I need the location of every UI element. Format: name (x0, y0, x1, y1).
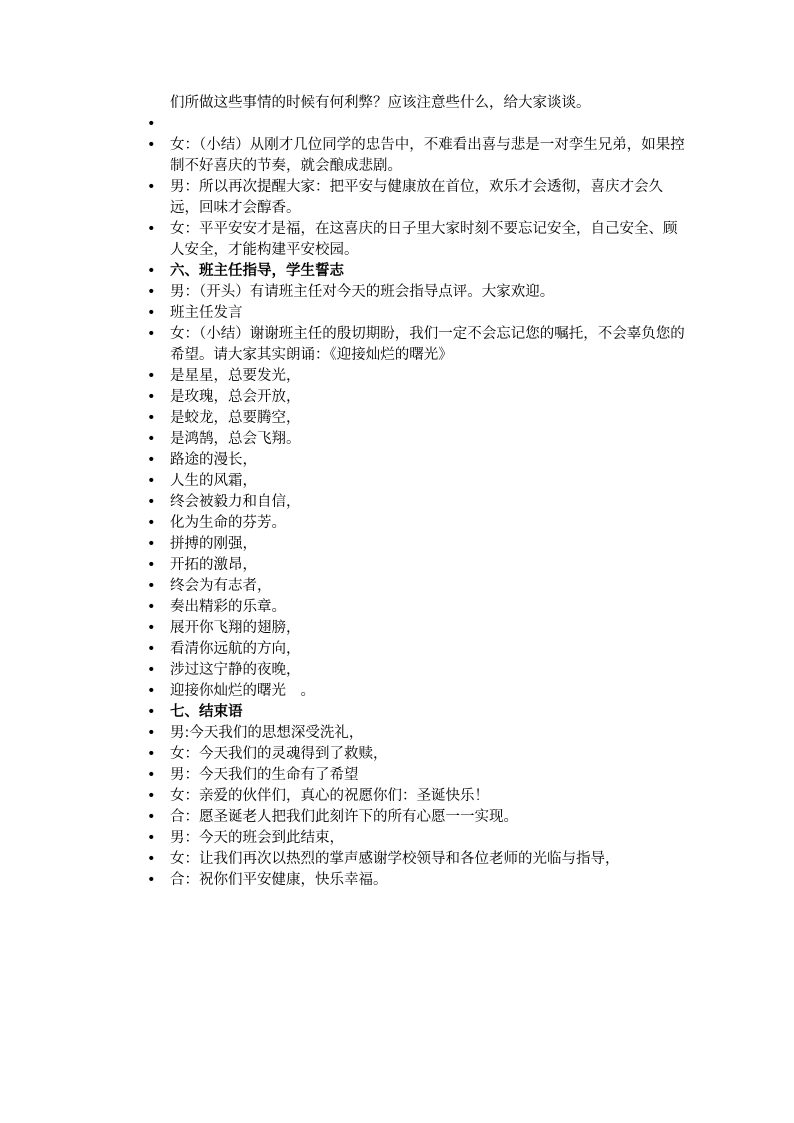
bullet-marker: • (147, 662, 156, 678)
list-item (147, 765, 687, 786)
bullet-marker: • (147, 494, 156, 510)
bullet-marker: • (147, 830, 156, 846)
section-heading (147, 702, 687, 723)
list-item (147, 303, 687, 324)
poem-line-text: 展开你飞翔的翅膀， (170, 620, 301, 636)
poem-line-text: 拼搏的刚强， (170, 536, 257, 552)
poem-line-text: 终会为有志者， (170, 578, 272, 594)
poem-line-text: 人生的风霜， (170, 473, 257, 489)
list-item (147, 807, 687, 828)
list-item (147, 324, 687, 366)
section-heading-text: 六、班主任指导，学生誓志 (170, 263, 344, 279)
bullet-marker: • (147, 515, 156, 531)
list-item-text: 女：平平安安才是福，在这喜庆的日子里大家时刻不要忘记安全，自己安全、顾人安全，才能构建平安校园。 (170, 221, 678, 258)
list-item (147, 828, 687, 849)
bullet-marker: • (147, 179, 156, 195)
poem-line (147, 471, 687, 492)
poem-line-text: 迎接你灿烂的曙光 。 (170, 683, 315, 699)
poem-line-text: 是蛟龙，总要腾空， (170, 410, 301, 426)
list-item (147, 135, 687, 177)
list-item (147, 849, 687, 870)
bullet-marker: • (147, 389, 156, 405)
bullet-marker: • (147, 746, 156, 762)
bullet-marker: • (147, 137, 156, 153)
list-item-text: 男：（开头）有请班主任对今天的班会指导点评。大家欢迎。 (170, 284, 555, 300)
poem-line (147, 513, 687, 534)
list-item-text: 女：（小结）谢谢班主任的殷切期盼，我们一定不会忘记您的嘱托，不会辜负您的希望。请大家其实朗诵：《迎接灿烂的曙光》 (170, 326, 685, 363)
bullet-marker: • (147, 305, 156, 321)
poem-line (147, 534, 687, 555)
list-item-text: 合：愿圣诞老人把我们此刻许下的所有心愿一一实现。 (170, 809, 518, 825)
poem-line-text: 奏出精彩的乐章。 (170, 599, 286, 615)
section-heading (147, 261, 687, 282)
bullet-marker: • (147, 788, 156, 804)
bullet-list (147, 114, 687, 891)
bullet-marker: • (147, 683, 156, 699)
document-body (147, 93, 687, 891)
continuation-line: 们所做这些事情的时候有何利弊？应该注意些什么，给大家谈谈。 (170, 95, 591, 111)
poem-line (147, 408, 687, 429)
bullet-marker: • (147, 725, 156, 741)
poem-line-text: 涉过这宁静的夜晚， (170, 662, 301, 678)
poem-line-text: 看清你远航的方向， (170, 641, 301, 657)
list-item-text: 班主任发言 (170, 305, 243, 321)
list-item-text: 女：让我们再次以热烈的掌声感谢学校领导和各位老师的光临与指导， (170, 851, 620, 867)
list-item-text: 女：今天我们的灵魂得到了救赎， (170, 746, 388, 762)
bullet-marker: • (147, 767, 156, 783)
list-item (147, 870, 687, 891)
bullet-marker: • (147, 431, 156, 447)
bullet-marker: • (147, 284, 156, 300)
bullet-marker: • (147, 578, 156, 594)
list-item-text: 女：（小结）从刚才几位同学的忠告中，不难看出喜与悲是一对孪生兄弟，如果控制不好喜庆的节奏，就会酿成悲剧。 (170, 137, 685, 174)
poem-line (147, 429, 687, 450)
poem-line-text: 是星星，总要发光， (170, 368, 301, 384)
poem-line (147, 492, 687, 513)
bullet-marker: • (147, 599, 156, 615)
list-item (147, 177, 687, 219)
poem-line-text: 是玫瑰，总会开放， (170, 389, 301, 405)
list-item (147, 219, 687, 261)
poem-line (147, 660, 687, 681)
bullet-marker: • (147, 641, 156, 657)
bullet-marker: • (147, 452, 156, 468)
bullet-marker: • (147, 116, 156, 132)
poem-line (147, 618, 687, 639)
list-item (147, 786, 687, 807)
poem-line-text: 路途的漫长， (170, 452, 257, 468)
bullet-marker: • (147, 368, 156, 384)
poem-line (147, 555, 687, 576)
poem-line-text: 化为生命的芬芳。 (170, 515, 286, 531)
poem-line (147, 450, 687, 471)
bullet-marker: • (147, 221, 156, 237)
bullet-marker: • (147, 851, 156, 867)
bullet-marker: • (147, 704, 156, 720)
list-item-text: 男：所以再次提醒大家：把平安与健康放在首位，欢乐才会透彻，喜庆才会久远，回味才会醇香。 (170, 179, 663, 216)
bullet-marker: • (147, 809, 156, 825)
poem-line-text: 终会被毅力和自信， (170, 494, 301, 510)
bullet-marker: • (147, 557, 156, 573)
bullet-marker: • (147, 326, 156, 342)
bullet-marker: • (147, 410, 156, 426)
poem-line-text: 是鸿鹄，总会飞翔。 (170, 431, 301, 447)
poem-line (147, 639, 687, 660)
bullet-marker: • (147, 536, 156, 552)
list-item-text: 男:今天我们的思想深受洗礼， (170, 725, 364, 741)
list-item-text: 男：今天的班会到此结束， (170, 830, 344, 846)
poem-line-text: 开拓的激昂， (170, 557, 257, 573)
poem-line (147, 366, 687, 387)
list-item-text: 女：亲爱的伙伴们，真心的祝愿你们：圣诞快乐！ (170, 788, 489, 804)
poem-line (147, 681, 687, 702)
bullet-marker: • (147, 872, 156, 888)
poem-line (147, 576, 687, 597)
poem-line (147, 387, 687, 408)
list-item-text: 合：祝你们平安健康，快乐幸福。 (170, 872, 388, 888)
list-item (147, 723, 687, 744)
list-item (147, 282, 687, 303)
section-heading-text: 七、结束语 (170, 704, 243, 720)
bullet-marker: • (147, 473, 156, 489)
poem-line (147, 597, 687, 618)
list-item-text: 男：今天我们的生命有了希望 (170, 767, 359, 783)
list-item (147, 114, 687, 135)
bullet-marker: • (147, 263, 156, 279)
bullet-marker: • (147, 620, 156, 636)
list-item (147, 744, 687, 765)
